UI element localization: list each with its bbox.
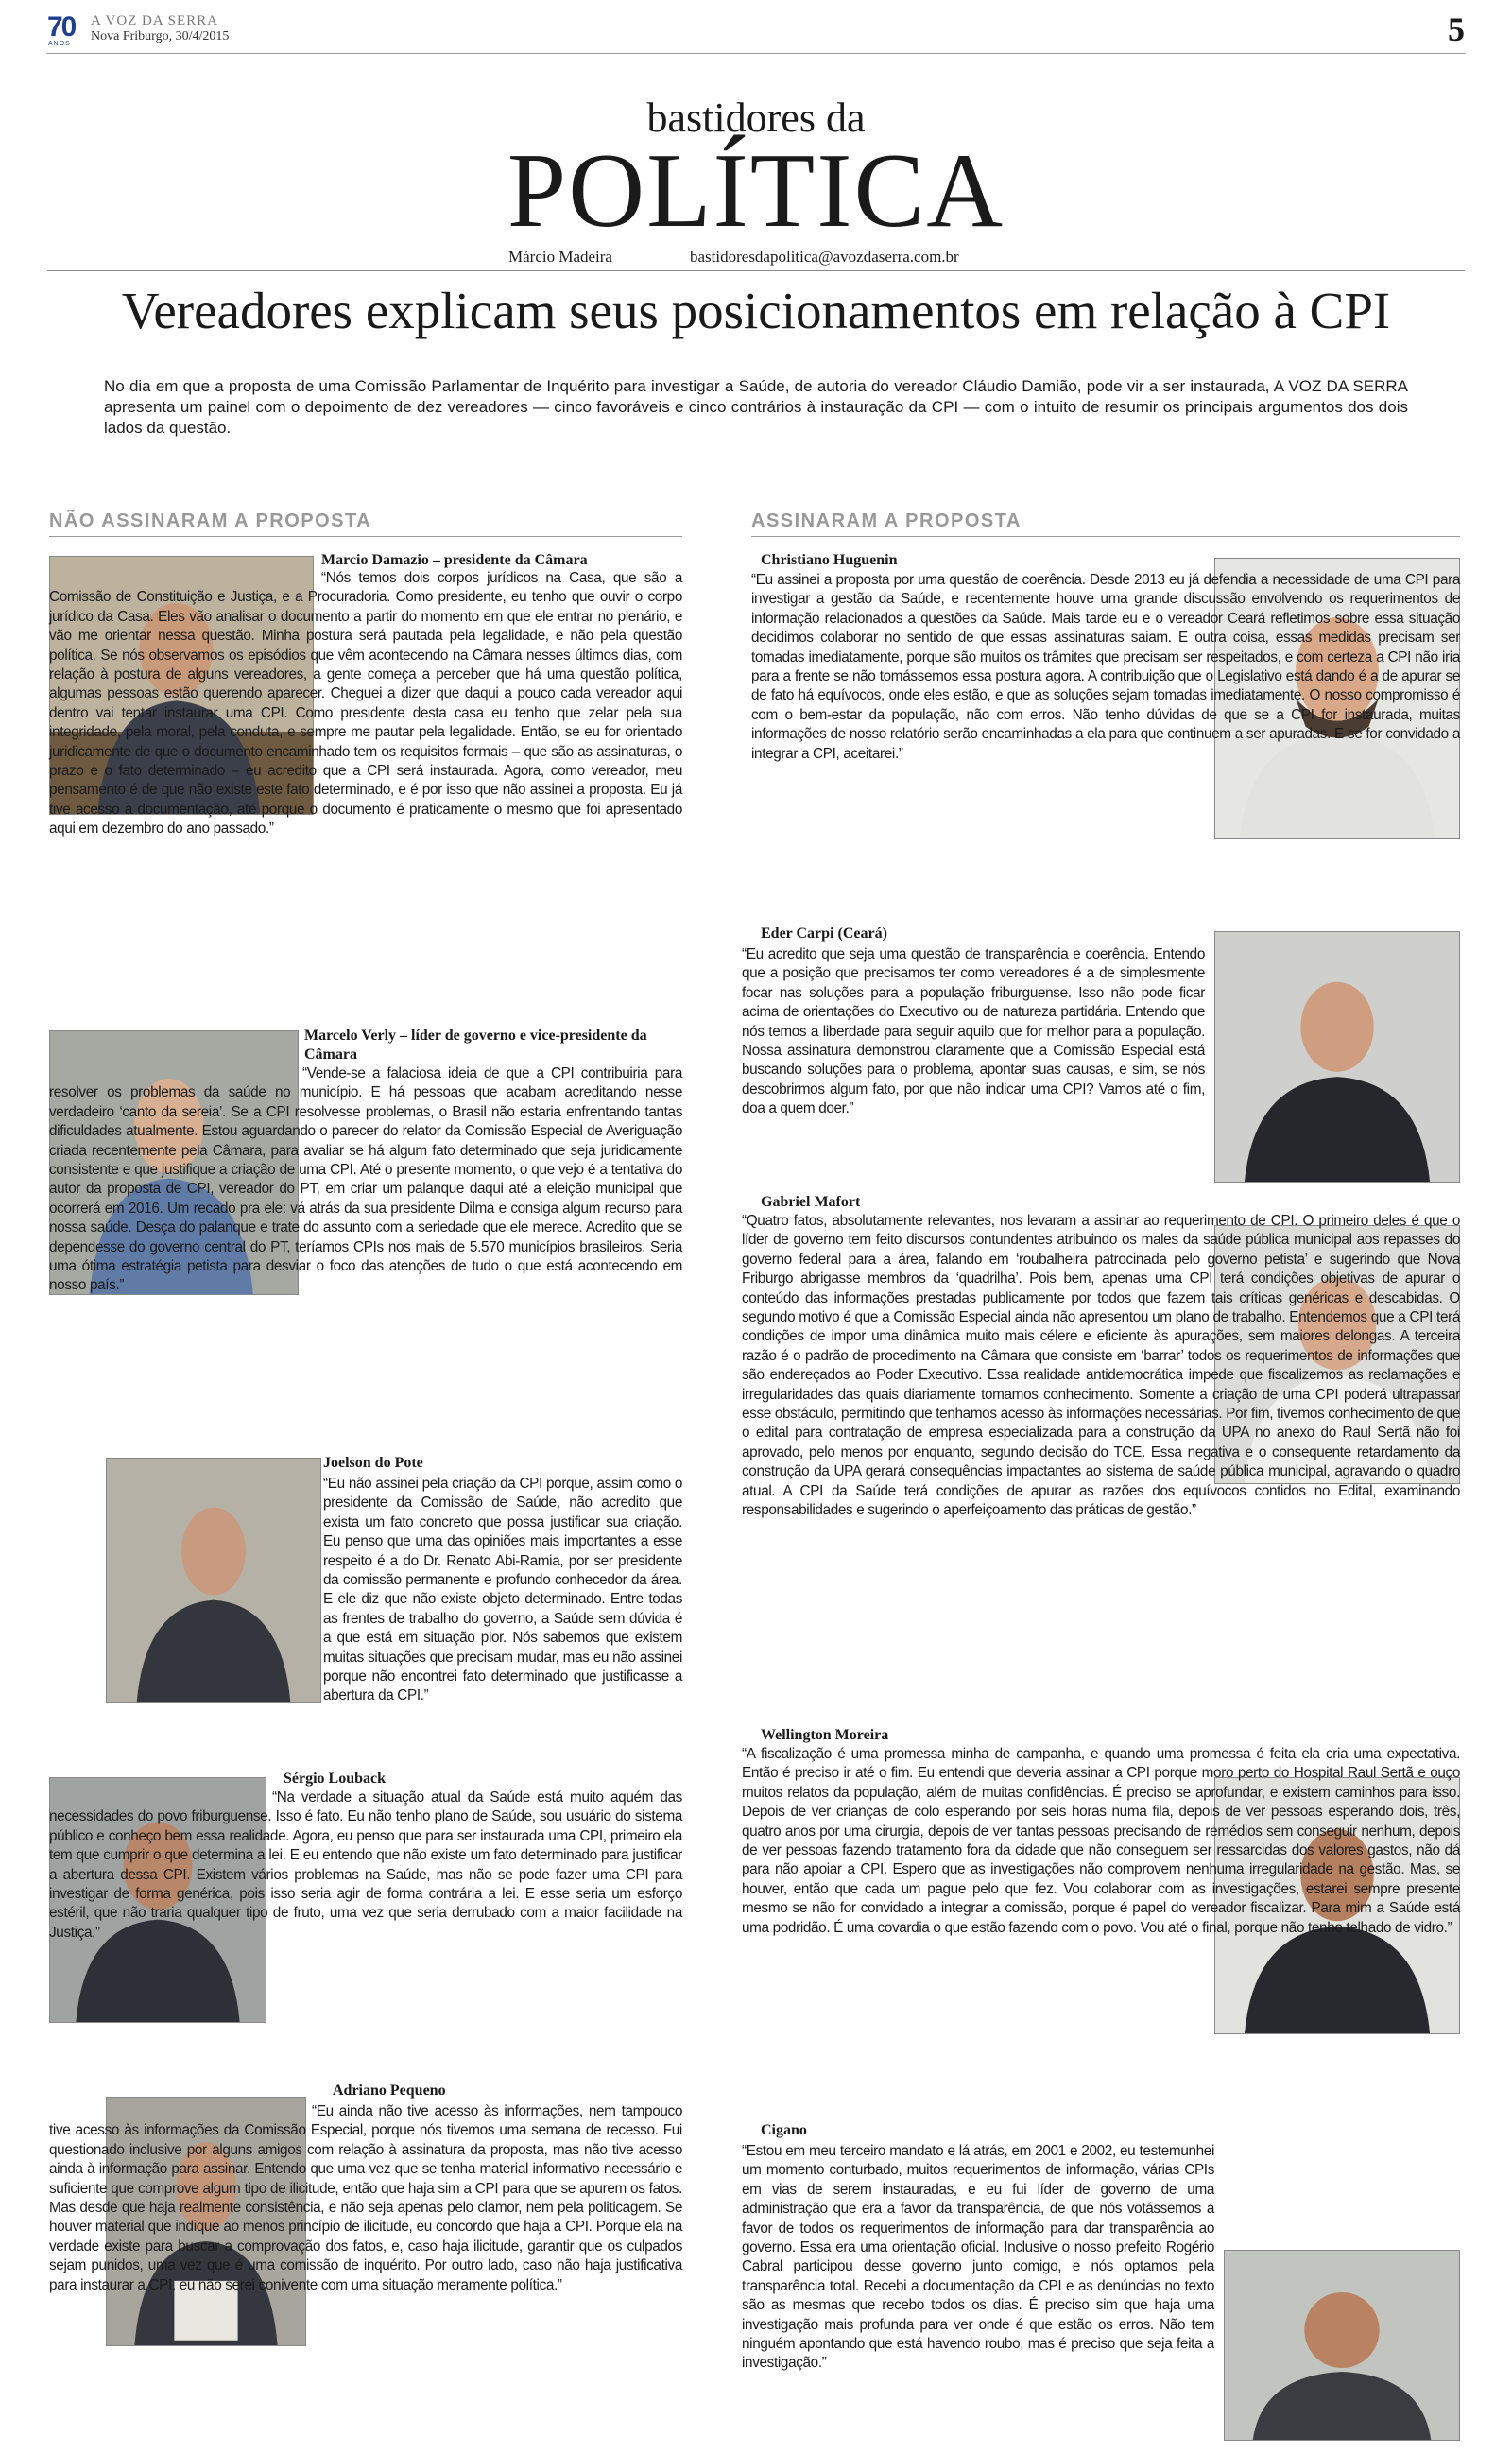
masthead bbox=[47, 10, 1465, 54]
column-heading-against: NÃO ASSINARAM A PROPOSTA bbox=[49, 510, 682, 537]
councilor-name: Marcelo Verly – líder de governo e vice-presidente da Câmara bbox=[304, 1028, 647, 1063]
councilor-statement: “Eu assinei a proposta por uma questão de coerência. Desde 2013 eu já defendia a necessidade de uma CPI para investigar a gestão da Saúde, e recentemente houve uma grande discussão envolvendo os requerimentos de informação relacionados a questões da Saúde. Mais tarde eu e o vereador Ceará refletimos sobre essa situação decidimos colaborar no sentido de que essas assinaturas saiam. E outra coisa, essas medidas precisam ser tomadas imediatamente, porque são muitos os trâmites que precisam ser respeitados, e com certeza a CPI não iria para a frente se não tomássemos essa postura agora. A contribuição que o Legislativo está dando é a de apurar se de fato há equívocos, onde eles estão, e que as soluções sejam tomadas imediatamente. O nosso compromisso é com o bem-estar da população, não com erros. Não tenho dúvidas de que se a CPI for instaurada, muitas informações de nosso relatório serão encaminhadas a ela para que continuem a ser apuradas. E se for convidado a integrar a CPI, aceitarei.” bbox=[751, 572, 1460, 762]
councilor-statement: “A fiscalização é uma promessa minha de campanha, e quando uma promessa é feita ela cria uma expectativa. Então é preciso ir até o fim. Eu entendi que deveria assinar a CPI porque moro perto do Hospital Raul Sertã e ouço muitos relatos da população, além de muitas confidências. É preciso se aprofundar, e existem caminhos para isso. Depois de ver crianças de colo esperando por seis horas numa fila, depois de ver pessoas esperando dois, três, quatro anos por uma cirurgia, depois de ver tantas pessoas precisando de remédios sem conseguir nenhum, depois de ver pessoas fazendo tratamento fora da cidade que não conseguem ser ressarcidas dos valores gastos, não dá para não apoiar a CPI. Espero que as investigações não comprovem nenhuma irregularidade na gestão. Mas, se houver, então que cada um pague pelo que fez. Vou colaborar com as investigações, estarei sempre presente mesmo se não for convidado a integrar a comissão, porque é papel do vereador fiscalizar. Para mim a Saúde está uma podridão. É uma covardia o que estão fazendo com o povo. Vou até o final, porque não tenho telhado de vidro.” bbox=[742, 1746, 1460, 1936]
article-headline: Vereadores explicam seus posicionamentos em relação à CPI bbox=[121, 282, 1391, 339]
councilor-name: Christiano Huguenin bbox=[761, 552, 898, 568]
councilor-statement: “Estou em meu terceiro mandato e lá atrás, em 2001 e 2002, eu testemunhei um momento conturbado, muitos requerimentos de informação, várias CPIs em vias de serem instauradas, e eu fui líder de governo de uma administração que era a favor da transparência, de que nós votássemos a favor de todos os requerimentos de informação para dar transparência ao governo. Essa era uma orientação oficial. Inclusive o nosso prefeito Rogério Cabral participou desse governo junto comigo, e nós optamos pela transparência total. Recebi a documentação da CPI e as denúncias no texto são as mesmas que recebo todos os dias. É preciso sim que haja uma investigação mais profunda para ver onde é que estão os erros. Não tem ninguém apontando que está havendo roubo, mas é preciso que seja feita a investigação.” bbox=[742, 2143, 1214, 2372]
councilor-name: Gabriel Mafort bbox=[761, 1194, 861, 1210]
paper-name: A VOZ DA SERRA bbox=[91, 13, 218, 28]
councilor-name: Wellington Moreira bbox=[761, 1727, 889, 1743]
logo-sub: ANOS bbox=[48, 41, 71, 47]
councilor-statement: “Vende-se a falaciosa ideia de que a CPI contribuiria para resolver os problemas da saúde no município. E há pessoas que acabam acreditando nesse verdadeiro ‘canto da sereia’. Se a CPI resolvesse problemas, o Brasil não estaria enfrentando tantas dificuldades atualmente. Estou aguardando o parecer do relator da Comissão Especial de Averiguação criada recentemente pela Câmara, para avaliar se há algum fato determinado que seja juridicamente consistente e que justifique a criação de uma CPI. Até o presente momento, o que vejo é a tentativa do autor da proposta de CPI, vereador do PT, em criar um palanque daqui até a eleição municipal que ocorrerá em 2016. Um recado pra ele: vá atrás da sua presidente Dilma e consiga algum recurso para nossa saúde. Desça do palanque e trate do assunto com a seriedade que ele merece. Acredito que se dependesse do governo central do PT, teríamos CPIs nos mais de 5.570 municípios brasileiros. Seria uma ótima estratégia petista para desviar o foco das atenções de tudo o que está acontecendo em nosso país.” bbox=[49, 1065, 682, 1294]
column-heading-for: ASSINARAM A PROPOSTA bbox=[751, 510, 1460, 537]
councilor-name: Marcio Damazio – presidente da Câmara bbox=[321, 552, 588, 568]
councilor-name: Adriano Pequeno bbox=[333, 2082, 446, 2099]
article-intro: No dia em que a proposta de uma Comissão Parlamentar de Inquérito para investigar a Saúde, de autoria do vereador Cláudio Damião, pode vir a ser instaurada, A VOZ DA SERRA apresenta um painel com o depoimento de dez vereadores — cinco favoráveis e cinco contrários à instauração da CPI — com o intuito de resumir os principais argumentos dos dois lados da questão. bbox=[104, 377, 1408, 437]
councilor-statement: “Eu ainda não tive acesso às informações, nem tampouco tive acesso às informações da Comissão Especial, porque nós tivemos uma semana de recesso. Fui questionado inclusive por alguns amigos com relação à assinatura da proposta, mas não tive acesso ainda à informação para assinar. Entendo que uma vez que se tenha material informativo necessário e suficiente que comprove algum tipo de ilicitude, então que haja sim a CPI para que se apurem os fatos. Mas desde que haja realmente consistência, e não seja apenas pelo clamor, nem pela politicagem. Se houver material que indique ao menos princípio de ilicitude, eu concordo que haja a CPI. Porque ela na verdade existe para buscar a comprovação dos fatos, e, caso haja ilicitude, garantir que os culpados sejam punidos, uma vez que é uma comissão de inquérito. Por outro lado, caso não haja justificativa para instaurar a CPI, eu não serei conivente com uma situação meramente política.” bbox=[49, 2103, 682, 2293]
councilor-statement: “Nós temos dois corpos jurídicos na Casa, que são a Comissão de Constituição e Justiça, e a Procuradoria. Como presidente, eu tenho que ouvir o corpo jurídico da Casa. Eles vão analisar o documento a partir do momento em que ele entrar no plenário, e vão me orientar nessa questão. Minha postura será pautada pela legalidade, e não pela questão política. Se nós observamos os episódios que vêm acontecendo na Câmara nesses últimos dias, com relação à postura de alguns vereadores, a gente começa a perceber que há uma questão política, algumas pessoas estão querendo aparecer. Cheguei a dizer que daqui a pouco cada vereador aqui dentro vai tentar instaurar uma CPI. Como presidente desta casa eu tenho que zelar pela sua integridade, pela moral, pela conduta, e sempre me pautar pela legalidade. Então, se eu for orientado juridicamente de que o documento encaminhado tem os requisitos formais – que são as assinaturas, o prazo e o fato determinado – eu acredito que a CPI será instaurada. Agora, como vereador, meu pensamento é de que não existe este fato determinado, e é por isso que não assinei a proposta. Eu já tive acesso à documentação, até porque o documento é praticamente o mesmo que foi apresentado aqui em dezembro do ano passado.” bbox=[49, 570, 682, 838]
logo-number: 70 bbox=[47, 11, 76, 43]
councilor-statement: “Eu acredito que seja uma questão de transparência e coerência. Entendo que a posição que precisamos ter como vereadores é a de simplesmente focar nas soluções para a população friburguense. Isso não pode ficar acima de orientações do Executivo ou de natureza partidária. Entendo que nós temos a liberdade para seguir aquilo que for melhor para a população. Nossa assinatura demonstrou claramente que a Comissão Especial está buscando soluções para o problema, apontar suas causas, e sim, se nós descobrirmos algum fato, por que não indicar uma CPI? Vamos até o fim, doa a quem doer.” bbox=[742, 946, 1205, 1117]
councilor-name: Sérgio Louback bbox=[284, 1771, 387, 1787]
section-kicker: bastidores da bbox=[646, 95, 866, 141]
photo-cigano bbox=[1224, 2250, 1460, 2441]
date-line: Nova Friburgo, 30/4/2015 bbox=[91, 29, 230, 43]
photo-joelson-do-pote bbox=[106, 1458, 321, 1703]
newspaper-logo bbox=[47, 13, 85, 47]
author-byline: Márcio Madeira bbox=[508, 248, 612, 266]
divider bbox=[47, 270, 1465, 271]
page-number: 5 bbox=[1448, 10, 1465, 48]
photo-eder-carpi bbox=[1214, 931, 1460, 1183]
section-title: POLÍTICA bbox=[507, 132, 1005, 250]
author-email: bastidoresdapolitica@avozdaserra.com.br bbox=[690, 248, 959, 266]
councilor-statement: “Quatro fatos, absolutamente relevantes, nos levaram a assinar ao requerimento de CPI. O primeiro deles é que o líder de governo tem feito discursos contundentes atribuindo os males da saúde pública municipal aos repasses do governo federal para a área, falando em ‘roubalheira patrocinada pelo governo petista’ e sugerindo que Nova Friburgo abrigasse membros da ‘quadrilha’. Pois bem, apenas uma CPI terá condições objetivas de apurar o conteúdo das informações prestadas publicamente por todos que fazem tais críticas genéricas e descabidas. O segundo motivo é que a Comissão Especial ainda não apresentou um plano de trabalho. Entendemos que a CPI terá condições de impor uma dinâmica muito mais célere e eficiente às apurações, sem maiores delongas. A terceira razão é o padrão de procedimento na Câmara que consiste em ‘barrar’ todos os requerimentos de informações que são endereçados ao Poder Executivo. Essa realidade antidemocrática impede que fiscalizemos as reclamações e irregularidades das quais diariamente tomamos conhecimento. Somente a criação de uma CPI poderá ultrapassar esse obstáculo, permitindo que tenhamos acesso às informações necessárias. Por fim, tivemos conhecimento de que o edital para contratação de empresa especializada para a construção da UPA no anexo do Raul Sertã não foi aprovado, pelo menos por enquanto, segundo decisão do TCE. Essa negativa e o consequente retardamento da construção da UPA gerará consequências impactantes ao sistema de saúde pública municipal, agravando o quadro atual. A CPI da Saúde terá condições de apurar as razões dos equívocos contidos no Edital, examinando responsabilidades e sugerindo o aperfeiçoamento das práticas de gestão.” bbox=[742, 1213, 1460, 1519]
councilor-name: Cigano bbox=[761, 2122, 807, 2138]
councilor-name: Joelson do Pote bbox=[323, 1455, 423, 1471]
councilor-name: Eder Carpi (Ceará) bbox=[761, 925, 887, 942]
councilor-statement: “Na verdade a situação atual da Saúde está muito aquém das necessidades do povo friburguense. Isso é fato. Eu não tenho plano de Saúde, sou usuário do sistema público e conheço bem essa realidade. Agora, eu penso que para ser instaurada uma CPI, primeiro ela tem que cumprir o que determina a lei. E eu entendo que não existe um fato determinado para justificar a abertura dessa CPI. Existem vários problemas na Saúde, mas não se pode fazer uma CPI para investigar de forma genérica, pois isso seria agir de forma contrária a lei. E esse seria um esforço estéril, que não traria qualquer tipo de fruto, uma vez que seria derrubado com a maior facilidade na Justiça.” bbox=[49, 1789, 682, 1941]
councilor-statement: “Eu não assinei pela criação da CPI porque, assim como o presidente da Comissão de Saúde, não acredito que exista um fato concreto que possa justificar sua criação. Eu penso que uma das opiniões mais importantes a esse respeito é a do Dr. Renato Abi-Ramia, por ser presidente da comissão permanente e profundo conhecedor da área. E ele diz que não existe objeto determinado. Entre todas as frentes de trabalho do governo, a Saúde sem dúvida é a que está em situação pior. Nós sabemos que existem muitas situações que precisam mudar, mas eu não assinei porque não encontrei fato determinado que justificasse a abertura da CPI.” bbox=[323, 1476, 682, 1704]
